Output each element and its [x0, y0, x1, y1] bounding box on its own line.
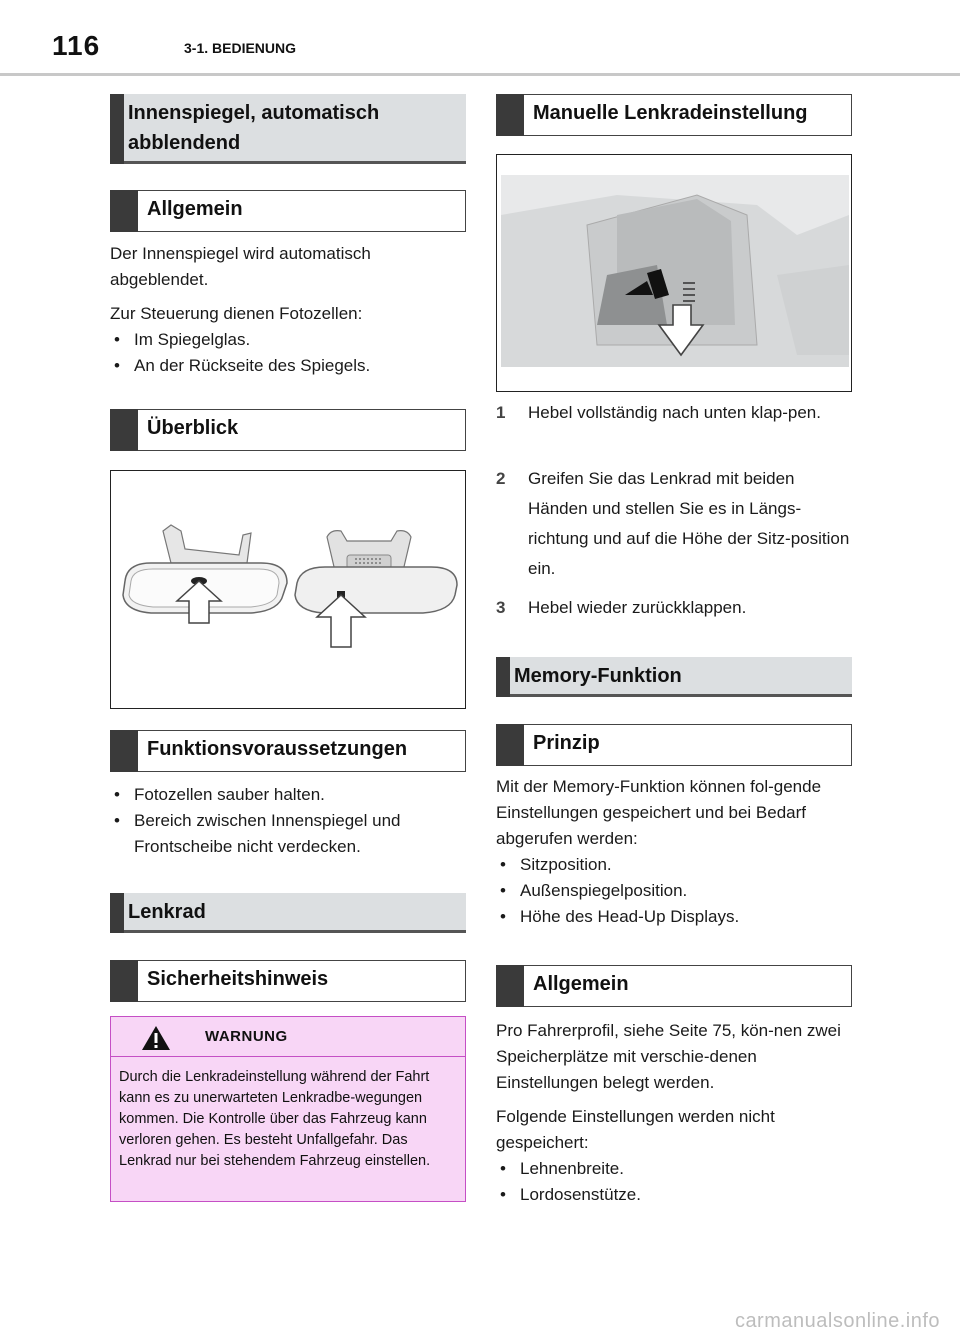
paragraph: Folgende Einstellungen werden nicht gespeichert:	[496, 1107, 775, 1152]
subsection-header-overview	[110, 409, 466, 451]
chapter-title: 3-1. BEDIENUNG	[184, 40, 297, 56]
subsection-title: Allgemein	[533, 973, 629, 995]
section-header-steering	[110, 893, 466, 933]
step-text: Hebel vollständig nach unten klap-pen.	[528, 403, 821, 422]
watermark: carmanualsonline.info	[734, 1310, 940, 1332]
section-title: Memory-Funktion	[514, 665, 682, 687]
list-item: • Lehnenbreite.	[496, 1156, 852, 1182]
list-item: • Bereich zwischen Innenspiegel und Frontscheibe nicht verdecken.	[110, 808, 466, 860]
step-text: Greifen Sie das Lenkrad mit beiden Händen und stellen Sie es in Längs-richtung und auf die Höhe der Sitz-position ein.	[528, 469, 850, 578]
list-item: • Höhe des Head-Up Displays.	[496, 904, 852, 930]
warning-box	[110, 1016, 466, 1202]
subsection-title: Funktionsvoraussetzungen	[147, 738, 408, 760]
warning-text: Durch die Lenkradeinstellung während der Fahrt kann es zu unerwarteten Lenkradbe-wegungen kommen. Die Kontrolle über das Fahrzeug kann verloren gehen. Es besteht Unfallgefahr. Das Lenkrad nur bei stehendem Fahrzeug einstellen.	[119, 1069, 431, 1169]
step-text: Hebel wieder zurückklappen.	[528, 598, 747, 617]
mirror-figure	[110, 470, 466, 709]
mirror-illustration	[111, 471, 466, 709]
list-item: • Im Spiegelglas.	[110, 327, 466, 353]
subsection-title: Prinzip	[533, 732, 600, 754]
subsection-header-general	[110, 190, 466, 232]
warning-label: WARNUNG	[205, 1028, 288, 1045]
requirements-list	[110, 782, 466, 860]
list-item: • An der Rückseite des Spiegels.	[110, 353, 466, 379]
subsection-title: Allgemein	[147, 198, 243, 220]
section-header-mirror	[110, 94, 466, 164]
list-item: • Fotozellen sauber halten.	[110, 782, 466, 808]
steering-lever-illustration	[497, 155, 852, 392]
page-header	[0, 0, 960, 76]
general-memory-text	[496, 1018, 852, 1208]
list-item: • Außenspiegelposition.	[496, 878, 852, 904]
step-1	[496, 398, 852, 428]
warning-triangle-icon	[141, 1025, 171, 1051]
subsection-header-general-memory	[496, 965, 852, 1007]
page-number: 116	[52, 30, 101, 61]
section-title: Innenspiegel, automatisch abblendend	[128, 102, 380, 154]
steering-figure	[496, 154, 852, 392]
step-3	[496, 593, 852, 623]
step-2	[496, 464, 852, 584]
list-item: • Sitzposition.	[496, 852, 852, 878]
paragraph: Mit der Memory-Funktion können fol-gende Einstellungen gespeichert und bei Bedarf abgerufen werden:	[496, 777, 822, 848]
paragraph: Pro Fahrerprofil, siehe Seite 75, kön-nen zwei Speicherplätze mit verschie-denen Einstellungen belegt werden.	[496, 1021, 841, 1092]
subsection-header-principle	[496, 724, 852, 766]
step-number: 2	[496, 469, 506, 488]
warning-header	[111, 1017, 465, 1057]
general-text	[110, 241, 466, 379]
subsection-header-safety	[110, 960, 466, 1002]
paragraph: Der Innenspiegel wird automatisch abgeblendet.	[110, 244, 371, 289]
mirror-back-image	[295, 531, 457, 647]
subsection-title: Sicherheitshinweis	[147, 968, 329, 990]
step-number: 3	[496, 598, 506, 617]
section-title: Lenkrad	[128, 901, 206, 923]
subsection-header-manual-steering	[496, 94, 852, 136]
mirror-front-image	[123, 525, 287, 623]
list-item: • Lordosenstütze.	[496, 1182, 852, 1208]
subsection-title: Manuelle Lenkradeinstellung	[533, 102, 808, 124]
subsection-header-requirements	[110, 730, 466, 772]
section-header-memory	[496, 657, 852, 697]
subsection-title: Überblick	[147, 417, 239, 439]
step-number: 1	[496, 403, 506, 422]
principle-text	[496, 774, 852, 930]
paragraph: Zur Steuerung dienen Fotozellen:	[110, 304, 363, 323]
